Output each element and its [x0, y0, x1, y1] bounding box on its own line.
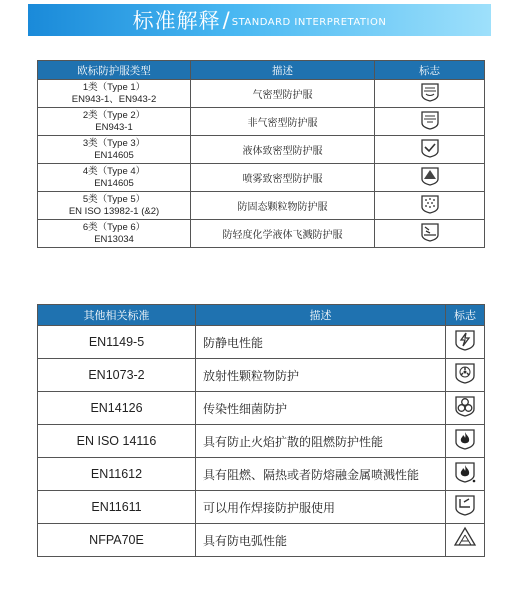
table-row	[38, 458, 485, 491]
table-row	[38, 164, 485, 192]
description-cell: 可以用作焊接防护服使用	[196, 491, 446, 524]
type-cell	[38, 136, 191, 164]
symbol-cell	[446, 392, 485, 425]
standard-cell: EN11612	[38, 458, 196, 491]
table-row	[38, 108, 485, 136]
header-symbol: 标志	[375, 61, 485, 80]
standard-label: EN943-1、EN943-2	[71, 93, 157, 105]
symbol-cell	[375, 108, 485, 136]
non-gas-tight-suit-icon	[420, 110, 440, 130]
standard-label: EN943-1	[95, 121, 133, 133]
header-description: 描述	[196, 305, 446, 326]
table-header-row	[38, 305, 485, 326]
symbol-cell	[375, 220, 485, 248]
protective-clothing-type-table	[37, 60, 485, 248]
description-cell: 液体致密型防护服	[191, 136, 375, 164]
description-cell: 具有防电弧性能	[196, 524, 446, 557]
table-row	[38, 392, 485, 425]
limited-splash-icon	[420, 222, 440, 242]
type-label: 3类（Type 3）	[82, 137, 146, 149]
standard-label: EN13034	[94, 233, 134, 245]
type-cell	[38, 108, 191, 136]
standard-label: EN14605	[94, 149, 134, 161]
title-banner	[28, 4, 491, 36]
symbol-cell	[446, 458, 485, 491]
table-row	[38, 220, 485, 248]
standard-label: EN ISO 13982-1 (&2)	[68, 205, 160, 217]
description-cell: 放射性颗粒物防护	[196, 359, 446, 392]
symbol-cell	[446, 359, 485, 392]
description-cell: 喷雾致密型防护服	[191, 164, 375, 192]
description-cell: 防固态颗粒物防护服	[191, 192, 375, 220]
gas-tight-suit-icon	[420, 82, 440, 102]
type-cell	[38, 80, 191, 108]
description-cell: 防静电性能	[196, 326, 446, 359]
standard-label: EN14605	[94, 177, 134, 189]
standard-cell: EN11611	[38, 491, 196, 524]
particle-tight-icon	[420, 194, 440, 214]
spray-tight-icon	[420, 166, 440, 186]
description-cell: 具有阻燃、隔热或者防熔融金属喷溅性能	[196, 458, 446, 491]
header-standard: 其他相关标准	[38, 305, 196, 326]
welding-icon	[453, 493, 477, 517]
header-symbol: 标志	[446, 305, 485, 326]
type-cell	[38, 220, 191, 248]
standard-cell: EN1149-5	[38, 326, 196, 359]
arc-flash-icon	[453, 526, 477, 550]
table-row	[38, 136, 485, 164]
type-label: 2类（Type 2）	[82, 109, 146, 121]
description-cell: 防轻度化学液体飞溅防护服	[191, 220, 375, 248]
symbol-cell	[375, 192, 485, 220]
standard-cell: EN ISO 14116	[38, 425, 196, 458]
symbol-cell	[375, 164, 485, 192]
description-cell: 气密型防护服	[191, 80, 375, 108]
symbol-cell	[375, 80, 485, 108]
symbol-cell	[446, 491, 485, 524]
table-row	[38, 326, 485, 359]
radioactive-particle-icon	[453, 361, 477, 385]
standard-cell: NFPA70E	[38, 524, 196, 557]
description-cell: 传染性细菌防护	[196, 392, 446, 425]
biohazard-icon	[453, 394, 477, 418]
standard-cell: EN14126	[38, 392, 196, 425]
type-cell	[38, 192, 191, 220]
description-cell: 非气密型防护服	[191, 108, 375, 136]
header-type: 欧标防护服类型	[38, 61, 191, 80]
type-cell	[38, 164, 191, 192]
flame-icon	[453, 427, 477, 451]
symbol-cell	[375, 136, 485, 164]
table-row	[38, 192, 485, 220]
related-standards-table	[37, 304, 485, 557]
liquid-tight-icon	[420, 138, 440, 158]
banner-title-en: STANDARD INTERPRETATION	[231, 17, 387, 28]
table-row	[38, 80, 485, 108]
type-label: 5类（Type 5）	[82, 193, 146, 205]
table-row	[38, 359, 485, 392]
standard-cell: EN1073-2	[38, 359, 196, 392]
antistatic-icon	[453, 328, 477, 352]
description-cell: 具有防止火焰扩散的阻燃防护性能	[196, 425, 446, 458]
header-description: 描述	[191, 61, 375, 80]
banner-title-cn: 标准解释	[132, 9, 221, 33]
flame-heat-icon	[453, 460, 477, 484]
banner-slash: /	[222, 8, 230, 32]
type-label: 4类（Type 4）	[82, 165, 146, 177]
symbol-cell	[446, 425, 485, 458]
table-row	[38, 491, 485, 524]
table-row	[38, 425, 485, 458]
symbol-cell	[446, 524, 485, 557]
type-label: 1类（Type 1）	[82, 81, 146, 93]
type-label: 6类（Type 6）	[82, 221, 146, 233]
table-header-row	[38, 61, 485, 80]
table-row	[38, 524, 485, 557]
symbol-cell	[446, 326, 485, 359]
